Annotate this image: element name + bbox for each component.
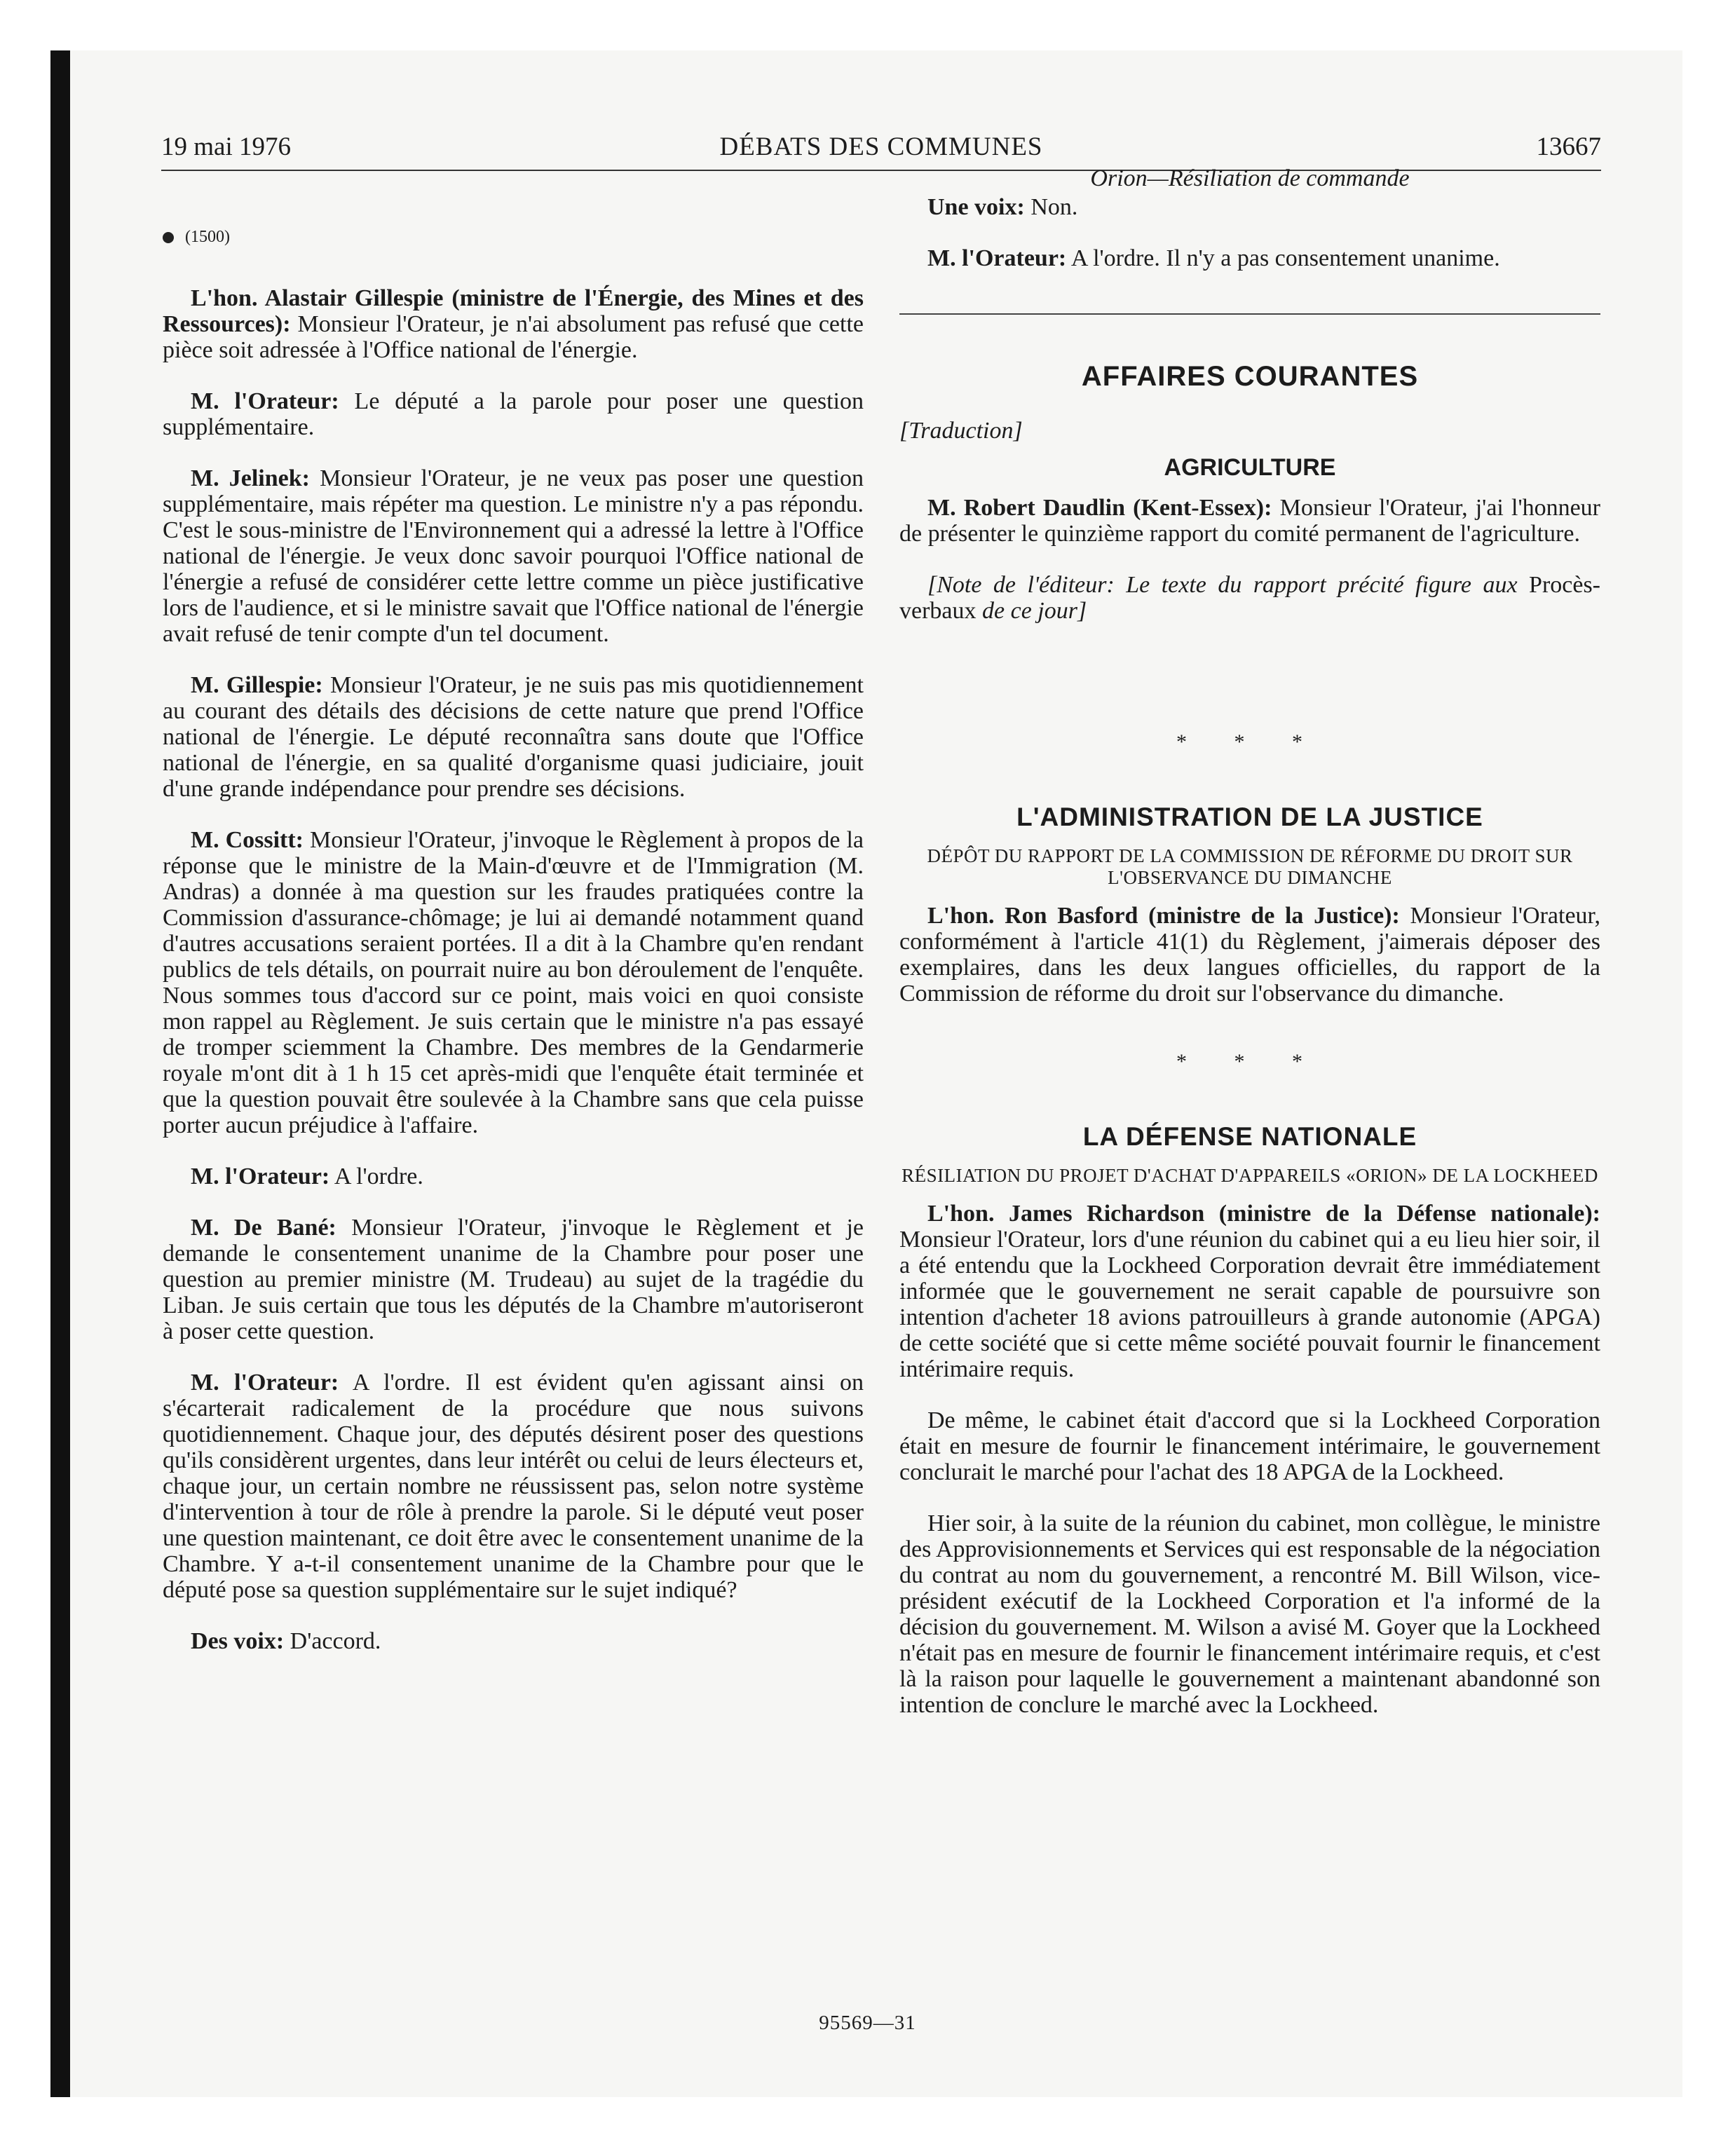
paragraph: Hier soir, à la suite de la réunion du cabinet, mon collègue, le ministre des Approvisionnements et Services qui est responsable de la négociation du contrat au nom du gouvernement, a rencontré M. Bill Wilson, vice-président exécutif de la Lockheed Corporation et l'a informé de la décision du gouvernement. M. Wilson a avisé M. Goyer que la Lockheed n'était pas en mesure de fournir le financement intérimaire requis, et c'est là la raison pour laquelle le gouvernement a maintenant abandonné son intention de conclure le marché avec la Lockheed.: [899, 1510, 1600, 1718]
section-heading: AFFAIRES COURANTES: [1081, 361, 1419, 392]
speech-text: Monsieur l'Orateur, lors d'une réunion du cabinet qui a eu lieu hier soir, il a été entendu que la Lockheed Corporation devrait être immédiatement informée que le gouvernement ne serait capable de poursuivre son intention d'acheter 18 avions patrouilleurs à grande autonomie (APGA) de cette société que si cette même société pouvait fournir le financement intérimaire requis.: [899, 1227, 1600, 1382]
speech-text: A l'ordre.: [329, 1164, 423, 1189]
section-divider: [899, 313, 1600, 315]
subsection-heading: AGRICULTURE: [1164, 454, 1336, 481]
separator-stars: * * *: [1176, 1050, 1324, 1073]
section-heading: L'ADMINISTRATION DE LA JUSTICE: [1016, 803, 1483, 831]
speech-text: Monsieur l'Orateur, j'invoque le Règlement à propos de la réponse que le ministre de la Main-d'œuvre et de l'Immigration (M. Andras) a donnée à ma question sur les fraudes pratiquées contre la Commission d'assurance-chômage; je lui ai demandé notamment quand d'autres accusations seraient portées. Il a dit à la Chambre qu'en rendant publics de tels détails, on pourrait nuire au bon déroulement de l'enquête. Nous sommes tous d'accord sur ce point, mais voici en quoi consiste mon rappel au Règlement. Je suis certain que le ministre n'a pas essayé de tromper sciemment la Chambre. Des membres de la Gendarmerie royale m'ont dit à 1 h 15 cet après-midi que l'enquête était terminée et que la question pouvait être soulevée à la Chambre sans que cela puisse porter aucun préjudice à l'affaire.: [163, 827, 864, 1138]
header-date: 19 mai 1976: [161, 132, 291, 161]
scan-border: [50, 50, 70, 2097]
speech-text: Le député a la parole pour poser une question supplémentaire.: [163, 388, 864, 440]
speaker-name: Des voix:: [191, 1628, 285, 1654]
speech-text: Monsieur l'Orateur, je n'ai absolument pas refusé que cette pièce soit adressée à l'Office national de l'énergie.: [163, 311, 864, 363]
paragraph: [899, 245, 1600, 271]
paragraph: [899, 495, 1600, 547]
speaker-name: M. l'Orateur:: [191, 1164, 330, 1189]
paragraph: [163, 1164, 864, 1189]
speaker-name: Une voix:: [927, 194, 1025, 220]
separator-stars: * * *: [1176, 730, 1324, 753]
subsection-title: RÉSILIATION DU PROJET D'ACHAT D'APPAREILS «ORION» DE LA LOCKHEED: [901, 1165, 1598, 1186]
paragraph: [163, 388, 864, 440]
subsection-title: DÉPÔT DU RAPPORT DE LA COMMISSION DE RÉFORME DU DROIT SUR L'OBSERVANCE DU DIMANCHE: [927, 845, 1573, 888]
speaker-name: M. De Bané:: [191, 1215, 336, 1241]
speaker-name: M. Cossitt:: [191, 827, 304, 853]
speech-text: D'accord.: [284, 1628, 381, 1654]
speaker-name: L'hon. Alastair Gillespie (ministre de l'Énergie, des Mines et des Ressources):: [163, 285, 864, 337]
publication-title: DÉBATS DES COMMUNES: [719, 132, 1043, 161]
speaker-name: M. l'Orateur:: [927, 245, 1067, 271]
speech-text: Monsieur l'Orateur, je ne veux pas poser une question supplémentaire, mais répéter ma question. Le ministre n'y a pas répondu. C'est le sous-ministre de l'Environnement qui a adressé la lettre à l'Office national de l'énergie. Je veux donc savoir pourquoi l'Office national de l'énergie a refusé de considérer cette lettre comme un pièce justificative lors de l'audience, et si le ministre savait que l'Office national de l'énergie avait refusé de tenir compte d'un tel document.: [163, 465, 864, 647]
speaker-name: M. l'Orateur:: [191, 1370, 339, 1396]
footer-code: 95569—31: [819, 2012, 916, 2034]
bullet-icon: [163, 232, 174, 243]
speech-text: A l'ordre. Il est évident qu'en agissant ainsi on s'écarterait radicalement de la procédure que nous suivons quotidiennement. Chaque jour, des députés désirent poser des questions qu'ils considèrent urgentes, dans leur intérêt ou celui de leurs électeurs et, chaque jour, un certain nombre ne réussissent pas, selon notre système d'intervention à tour de rôle à prendre la parole. Si le député veut poser une question maintenant, ce doit être avec le consentement unanime de la Chambre. Y a-t-il consentement unanime de la Chambre pour que le député pose sa question supplémentaire sur le sujet indiqué?: [163, 1370, 864, 1603]
speech-text: Monsieur l'Orateur, conformément à l'article 41(1) du Règlement, j'aimerais déposer des exemplaires, dans les deux langues officielles, du rapport de la Commission de réforme du droit sur l'observance du dimanche.: [899, 903, 1600, 1007]
time-marker: [163, 224, 864, 250]
running-head: Orion—Résiliation de commande: [1090, 165, 1410, 191]
page-number: 13667: [1536, 132, 1601, 161]
speech-text: Monsieur l'Orateur, j'invoque le Règlement et je demande le consentement unanime de la Chambre pour poser une question au premier ministre (M. Trudeau) au sujet de la tragédie du Liban. Je suis certain que tous les députés de la Chambre m'autoriseront à poser cette question.: [163, 1215, 864, 1344]
paragraph: [899, 194, 1600, 220]
paragraph: [163, 465, 864, 647]
speaker-name: M. Jelinek:: [191, 465, 310, 491]
speech-text: A l'ordre. Il n'y a pas consentement unanime.: [1066, 245, 1500, 271]
section-heading: LA DÉFENSE NATIONALE: [1082, 1122, 1417, 1151]
paragraph: De même, le cabinet était d'accord que si la Lockheed Corporation était en mesure de fournir le financement intérimaire, le gouvernement conclurait le marché pour l'achat des 18 APGA de la Lockheed.: [899, 1407, 1600, 1485]
paragraph: [899, 903, 1600, 1007]
paragraph: [163, 827, 864, 1138]
left-column: [163, 189, 864, 1679]
paragraph: [163, 1628, 864, 1654]
right-column: [899, 165, 1600, 1743]
speech-text: Monsieur l'Orateur, je ne suis pas mis quotidiennement au courant des détails des décisions de cette nature que prend l'Office national de l'énergie. Le député reconnaîtra sans doute que l'Office national de l'énergie, en sa qualité d'organisme quasi judiciaire, jouit d'une grande indépendance pour prendre ses décisions.: [163, 672, 864, 802]
paragraph: [163, 672, 864, 802]
paragraph: [163, 1215, 864, 1344]
speaker-name: M. Robert Daudlin (Kent-Essex):: [927, 495, 1272, 521]
speech-text: Monsieur l'Orateur, j'ai l'honneur de présenter le quinzième rapport du comité permanent de l'agriculture.: [899, 495, 1600, 547]
speaker-name: M. l'Orateur:: [191, 388, 339, 414]
time-label: (1500): [185, 228, 230, 246]
paragraph: [163, 285, 864, 363]
paragraph: [899, 1201, 1600, 1382]
translation-note: [Traduction]: [899, 418, 1023, 444]
speaker-name: L'hon. James Richardson (ministre de la Défense nationale):: [927, 1201, 1600, 1227]
speaker-name: M. Gillespie:: [191, 672, 323, 698]
speaker-name: L'hon. Ron Basford (ministre de la Justice):: [927, 903, 1400, 929]
editor-note: [Note de l'éditeur: Le texte du rapport précité figure aux Procès-verbaux de ce jour]: [899, 572, 1600, 624]
speech-text: Non.: [1024, 194, 1078, 220]
paragraph: [163, 1370, 864, 1603]
